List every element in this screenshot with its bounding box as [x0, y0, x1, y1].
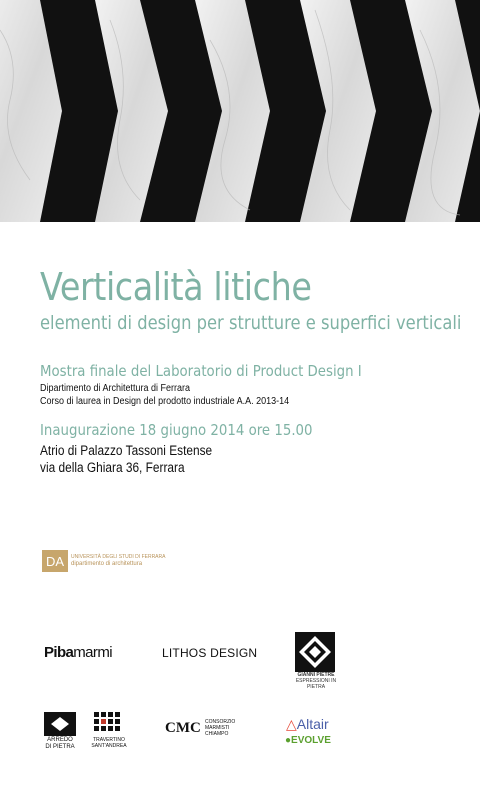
- evolve-globe-icon: ●: [285, 735, 292, 746]
- cmc-logo: CMC: [165, 720, 201, 736]
- arredo-di-pietra-logo-text: [40, 737, 80, 751]
- evolve-logo: [285, 735, 331, 746]
- arredo-line-1: ARREDO: [47, 737, 73, 743]
- da-department-logo: [42, 550, 165, 572]
- piba-bold: Piba: [44, 644, 74, 661]
- department-line: Dipartimento di Architettura di Ferrara: [40, 383, 191, 394]
- cmc-line-2: MARMISTI: [205, 725, 230, 731]
- cmc-line-3: CHIAMPO: [205, 731, 229, 737]
- altair-logo: [286, 716, 329, 733]
- hero-marble-image: [0, 0, 480, 222]
- pibamarmi-logo: [44, 644, 112, 661]
- da-logo-university: UNIVERSITÀ DEGLI STUDI DI FERRARA: [71, 554, 166, 560]
- travertino-logo-icon: [94, 712, 122, 736]
- arredo-line-2: DI PIETRA: [45, 744, 75, 750]
- course-line: Corso di laurea in Design del prodotto industriale A.A. 2013-14: [40, 396, 290, 407]
- travertino-line-1: TRAVERTINO: [93, 737, 125, 743]
- event-title: Verticalità litiche: [40, 265, 312, 309]
- gianni-pietre-logo-text: [290, 672, 342, 690]
- da-logo-department: dipartimento di architettura: [71, 561, 143, 567]
- gianni-pietre-logo-icon: [295, 632, 335, 672]
- lithos-design-logo: LITHOS DESIGN: [162, 646, 258, 660]
- piba-regular: marmi: [73, 644, 112, 661]
- venue-line-1: Atrio di Palazzo Tassoni Estense: [40, 443, 213, 458]
- cmc-line-1: CONSORZIO: [205, 719, 236, 725]
- exhibition-heading: Mostra finale del Laboratorio di Product Design I: [40, 362, 362, 380]
- gp-line-2: ESPRESSIONI IN PIETRA: [295, 678, 337, 690]
- travertino-logo-text: [88, 737, 130, 749]
- gp-line-1: GIANNI PIETRE: [297, 672, 335, 678]
- evolve-logo-text: EVOLVE: [291, 735, 331, 746]
- altair-triangle-icon: △: [286, 716, 297, 732]
- arredo-di-pietra-logo-icon: [44, 712, 76, 736]
- altair-logo-text: Altair: [296, 716, 329, 732]
- event-subtitle: elementi di design per strutture e superfici verticali: [40, 312, 462, 334]
- travertino-line-2: SANT'ANDREA: [91, 743, 127, 749]
- opening-heading: Inaugurazione 18 giugno 2014 ore 15.00: [40, 421, 313, 439]
- cmc-logo-text: [205, 719, 235, 737]
- da-logo-box: DA: [42, 550, 68, 572]
- venue-line-2: via della Ghiara 36, Ferrara: [40, 460, 185, 475]
